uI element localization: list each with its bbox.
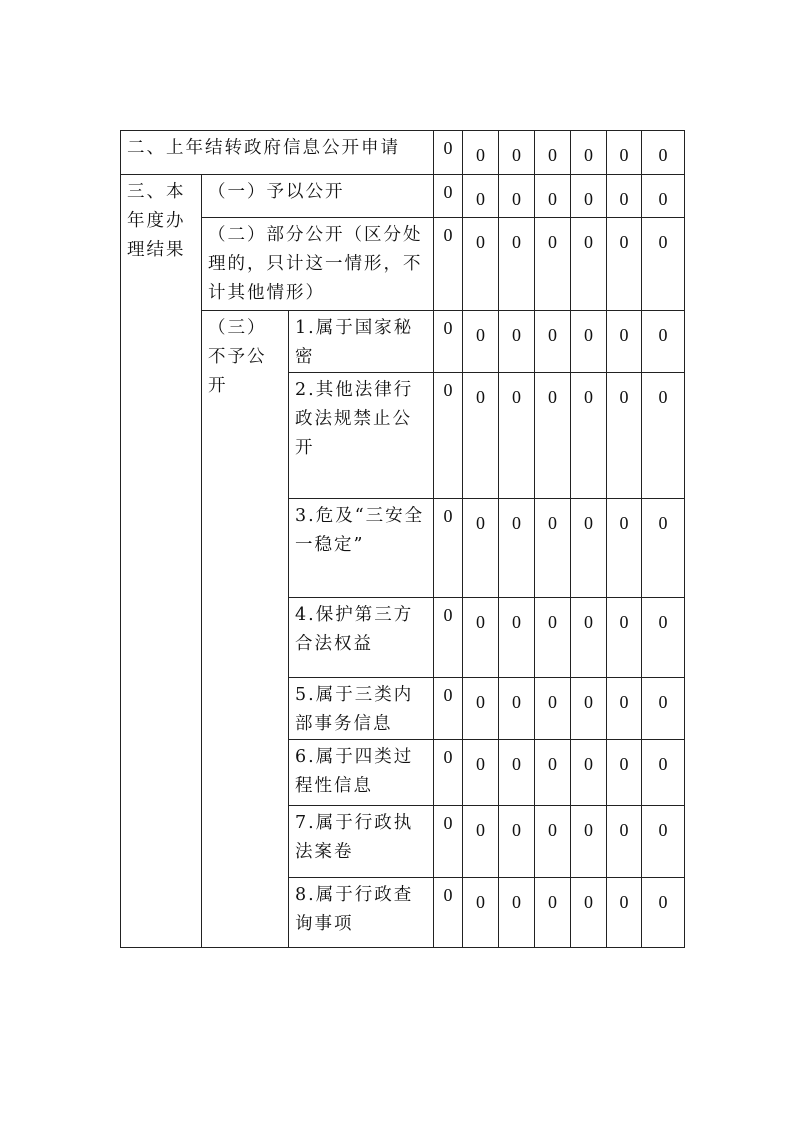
value-cell: 0 bbox=[535, 598, 571, 678]
value-cell: 0 bbox=[607, 740, 642, 806]
value-cell: 0 bbox=[463, 175, 499, 218]
value-cell: 0 bbox=[535, 740, 571, 806]
value-cell: 0 bbox=[571, 878, 607, 948]
value-cell: 0 bbox=[463, 740, 499, 806]
sub-label-not-disclosed: （三）不予公开 bbox=[202, 311, 289, 948]
value-cell: 0 bbox=[463, 678, 499, 740]
value-cell: 0 bbox=[499, 678, 535, 740]
value-cell: 0 bbox=[571, 175, 607, 218]
value-cell: 0 bbox=[434, 218, 463, 311]
value-cell: 0 bbox=[463, 878, 499, 948]
value-cell: 0 bbox=[571, 678, 607, 740]
value-cell: 0 bbox=[535, 373, 571, 499]
value-cell: 0 bbox=[499, 131, 535, 175]
item-label: 8.属于行政查询事项 bbox=[289, 878, 434, 948]
value-cell: 0 bbox=[434, 878, 463, 948]
value-cell: 0 bbox=[535, 175, 571, 218]
value-cell: 0 bbox=[463, 499, 499, 598]
value-cell: 0 bbox=[463, 131, 499, 175]
item-label: 1.属于国家秘密 bbox=[289, 311, 434, 373]
value-cell: 0 bbox=[642, 175, 685, 218]
value-cell: 0 bbox=[607, 806, 642, 878]
value-cell: 0 bbox=[571, 311, 607, 373]
value-cell: 0 bbox=[463, 598, 499, 678]
value-cell: 0 bbox=[571, 131, 607, 175]
value-cell: 0 bbox=[535, 131, 571, 175]
value-cell: 0 bbox=[499, 175, 535, 218]
value-cell: 0 bbox=[434, 373, 463, 499]
value-cell: 0 bbox=[434, 678, 463, 740]
item-label: 2.其他法律行政法规禁止公开 bbox=[289, 373, 434, 499]
value-cell: 0 bbox=[463, 373, 499, 499]
value-cell: 0 bbox=[571, 740, 607, 806]
value-cell: 0 bbox=[434, 175, 463, 218]
value-cell: 0 bbox=[571, 806, 607, 878]
value-cell: 0 bbox=[607, 499, 642, 598]
value-cell: 0 bbox=[607, 311, 642, 373]
value-cell: 0 bbox=[642, 598, 685, 678]
value-cell: 0 bbox=[642, 499, 685, 598]
value-cell: 0 bbox=[642, 806, 685, 878]
item-label: 5.属于三类内部事务信息 bbox=[289, 678, 434, 740]
value-cell: 0 bbox=[463, 806, 499, 878]
value-cell: 0 bbox=[607, 878, 642, 948]
value-cell: 0 bbox=[499, 311, 535, 373]
value-cell: 0 bbox=[434, 598, 463, 678]
value-cell: 0 bbox=[434, 131, 463, 175]
value-cell: 0 bbox=[571, 598, 607, 678]
value-cell: 0 bbox=[642, 878, 685, 948]
row-label-results: 三、本年度办理结果 bbox=[121, 175, 202, 948]
table-row bbox=[121, 131, 685, 175]
item-label: 7.属于行政执法案卷 bbox=[289, 806, 434, 878]
table-row bbox=[121, 311, 685, 373]
value-cell: 0 bbox=[535, 678, 571, 740]
value-cell: 0 bbox=[642, 131, 685, 175]
row-label-carryover: 二、上年结转政府信息公开申请 bbox=[121, 131, 434, 175]
value-cell: 0 bbox=[499, 806, 535, 878]
value-cell: 0 bbox=[642, 678, 685, 740]
value-cell: 0 bbox=[535, 218, 571, 311]
value-cell: 0 bbox=[499, 373, 535, 499]
value-cell: 0 bbox=[571, 218, 607, 311]
value-cell: 0 bbox=[535, 499, 571, 598]
value-cell: 0 bbox=[499, 499, 535, 598]
table-row bbox=[121, 218, 685, 311]
value-cell: 0 bbox=[499, 218, 535, 311]
value-cell: 0 bbox=[642, 311, 685, 373]
value-cell: 0 bbox=[607, 218, 642, 311]
value-cell: 0 bbox=[499, 598, 535, 678]
sub-label-partial: （二）部分公开（区分处理的，只计这一情形，不计其他情形） bbox=[202, 218, 434, 311]
value-cell: 0 bbox=[642, 740, 685, 806]
value-cell: 0 bbox=[463, 218, 499, 311]
value-cell: 0 bbox=[607, 175, 642, 218]
value-cell: 0 bbox=[499, 878, 535, 948]
value-cell: 0 bbox=[535, 878, 571, 948]
value-cell: 0 bbox=[434, 499, 463, 598]
item-label: 6.属于四类过程性信息 bbox=[289, 740, 434, 806]
value-cell: 0 bbox=[571, 499, 607, 598]
value-cell: 0 bbox=[535, 311, 571, 373]
table-row bbox=[121, 175, 685, 218]
value-cell: 0 bbox=[434, 311, 463, 373]
value-cell: 0 bbox=[607, 598, 642, 678]
sub-label-disclosed: （一）予以公开 bbox=[202, 175, 434, 218]
value-cell: 0 bbox=[499, 740, 535, 806]
value-cell: 0 bbox=[607, 373, 642, 499]
value-cell: 0 bbox=[535, 806, 571, 878]
item-label: 4.保护第三方合法权益 bbox=[289, 598, 434, 678]
value-cell: 0 bbox=[434, 740, 463, 806]
statistics-table bbox=[120, 130, 685, 948]
item-label: 3.危及“三安全一稳定” bbox=[289, 499, 434, 598]
value-cell: 0 bbox=[642, 373, 685, 499]
value-cell: 0 bbox=[607, 131, 642, 175]
value-cell: 0 bbox=[642, 218, 685, 311]
value-cell: 0 bbox=[607, 678, 642, 740]
value-cell: 0 bbox=[434, 806, 463, 878]
value-cell: 0 bbox=[571, 373, 607, 499]
value-cell: 0 bbox=[463, 311, 499, 373]
